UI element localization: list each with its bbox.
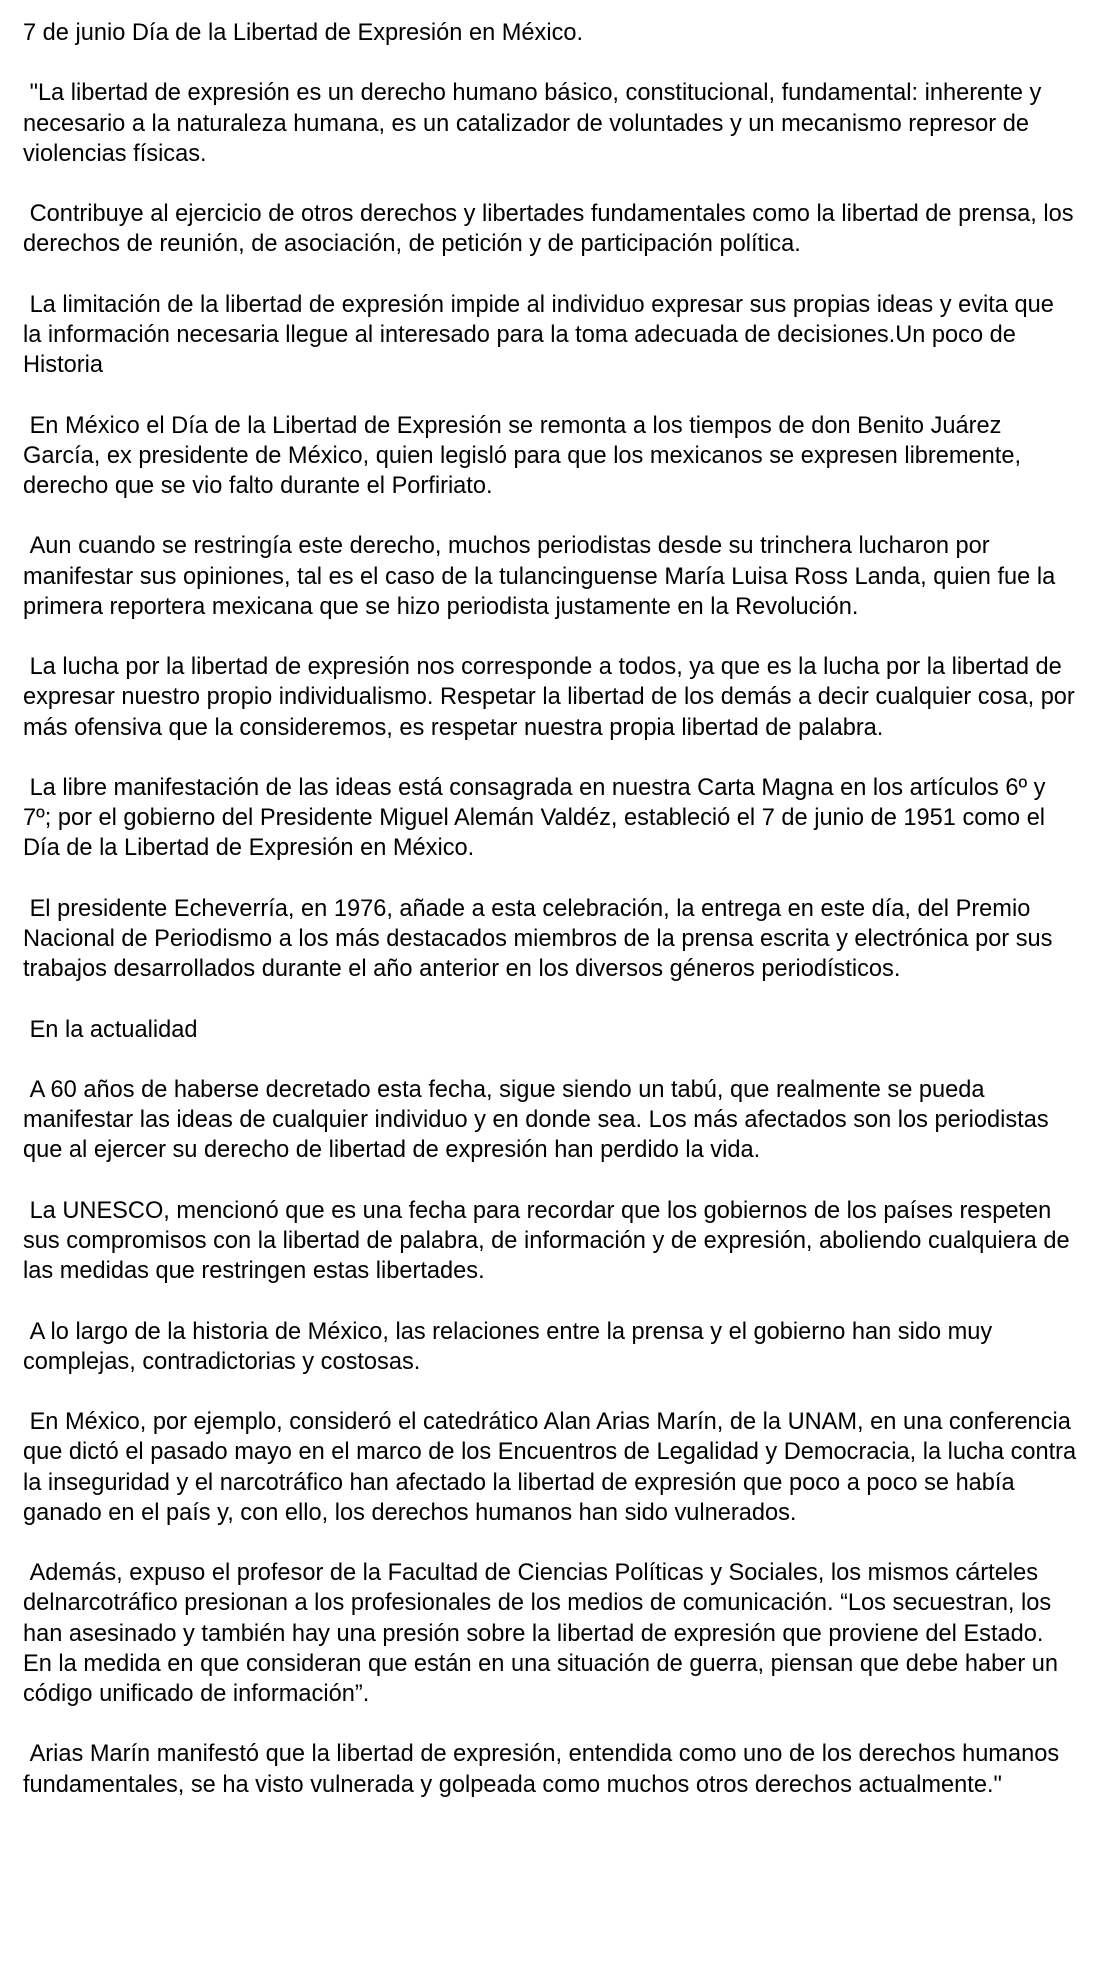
paragraph-5: Aun cuando se restringía este derecho, muchos periodistas desde su trinchera lucharon por manifestar sus opiniones, tal es el caso de la tulancinguense María Luisa Ross Landa, quien fue la primera reportera mexicana que se hizo periodista justamente en la Revolución. <box>23 533 1062 620</box>
paragraph-6: La lucha por la libertad de expresión nos corresponde a todos, ya que es la lucha por la libertad de expresar nuestro propio individualismo. Respetar la libertad de los demás a decir cualquier cosa, por más ofensiva que la consideremos, es respetar nuestra propia libertad de palabra. <box>23 654 1082 741</box>
paragraph-3: La limitación de la libertad de expresión impide al individuo expresar sus propias ideas y evita que la información necesaria llegue al interesado para la toma adecuada de decisiones.Un poco de Historia <box>23 291 1061 379</box>
paragraph-1: "La libertad de expresión es un derecho humano básico, constitucional, fundamental: inherente y necesario a la naturaleza humana, es un catalizador de voluntades y un mecanismo represor de violencias físicas. <box>23 80 1048 167</box>
paragraph-4: En México el Día de la Libertad de Expresión se remonta a los tiempos de don Benito Juárez García, ex presidente de México, quien legisló para que los mexicanos se expresen libremente, derecho que se vio falto durante el Porfiriato. <box>23 412 1028 499</box>
document-title: 7 de junio Día de la Libertad de Expresión en México. <box>23 20 584 46</box>
paragraph-10: A 60 años de haberse decretado esta fecha, sigue siendo un tabú, que realmente se pueda manifestar las ideas de cualquier individuo y en donde sea. Los más afectados son los periodistas que al ejercer su derecho de libertad de expresión han perdido la vida. <box>23 1076 1056 1164</box>
paragraph-12: A lo largo de la historia de México, las relaciones entre la prensa y el gobierno han sido muy complejas, contradictorias y costosas. <box>23 1318 999 1375</box>
paragraph-13: En México, por ejemplo, consideró el catedrático Alan Arias Marín, de la UNAM, en una conferencia que dictó el pasado mayo en el marco de los Encuentros de Legalidad y Democracia, la lucha contra la inseguridad y el narcotráfico han afectado la libertad de expresión que poco a poco se había ganado en el país y, con ello, los derechos humanos han sido vulnerados. <box>23 1409 1083 1526</box>
paragraph-9: En la actualidad <box>23 1016 198 1043</box>
document-body <box>23 18 1083 1830</box>
paragraph-7: La libre manifestación de las ideas está consagrada en nuestra Carta Magna en los artículos 6º y 7º; por el gobierno del Presidente Miguel Alemán Valdéz, estableció el 7 de junio de 1951 como el Día de la Libertad de Expresión en México. <box>23 774 1052 862</box>
paragraph-14: Además, expuso el profesor de la Facultad de Ciencias Políticas y Sociales, los mismos cárteles delnarcotráfico presionan a los profesionales de los medios de comunicación. “Los secuestran, los han asesinado y también hay una presión sobre la libertad de expresión que proviene del Estado. En la medida en que consideran que están en una situación de guerra, piensan que debe haber un código unificado de información”. <box>23 1560 1065 1707</box>
paragraph-15: Arias Marín manifestó que la libertad de expresión, entendida como uno de los derechos humanos fundamentales, se ha visto vulnerada y golpeada como muchos otros derechos actualmente." <box>23 1741 1066 1798</box>
paragraph-8: El presidente Echeverría, en 1976, añade a esta celebración, la entrega en este día, del Premio Nacional de Periodismo a los más destacados miembros de la prensa escrita y electrónica por sus trabajos desarrollados durante el año anterior en los diversos géneros periodísticos. <box>23 895 1060 983</box>
paragraph-11: La UNESCO, mencionó que es una fecha para recordar que los gobiernos de los países respeten sus compromisos con la libertad de palabra, de información y de expresión, aboliendo cualquiera de las medidas que restringen estas libertades. <box>23 1197 1077 1285</box>
paragraph-2: Contribuye al ejercicio de otros derechos y libertades fundamentales como la libertad de prensa, los derechos de reunión, de asociación, de petición y de participación política. <box>23 201 1081 258</box>
